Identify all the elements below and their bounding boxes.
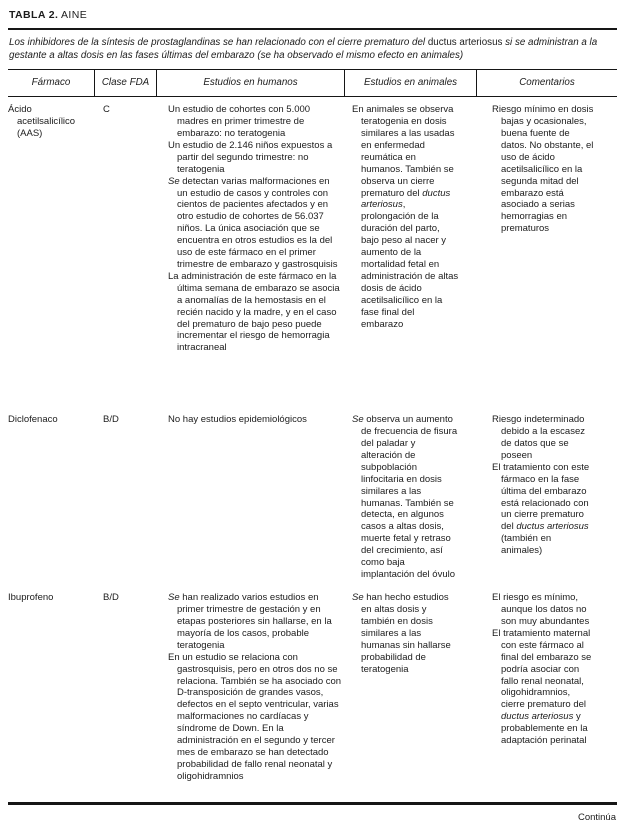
cell-estudios-humanos	[157, 592, 345, 798]
cell-comentarios	[477, 414, 617, 585]
cell-clase-fda	[95, 414, 157, 585]
column-header-clase-fda: Clase FDA	[95, 70, 157, 96]
column-header-comentarios: Comentarios	[519, 77, 575, 89]
cell-clase-fda	[95, 592, 157, 798]
cell-farmaco	[8, 592, 95, 798]
cell-estudios-humanos	[157, 104, 345, 407]
cell-estudios-animales	[345, 592, 477, 798]
paragraph: Riesgo mínimo en dosis bajas y ocasionales, buena fuente de datos. No obstante, el uso de ácido acetilsalicílico en la segunda mitad del embarazo está asociado a serias hemorragias en prematuros	[492, 104, 594, 235]
paragraph: El riesgo es mínimo, aunque los datos no son muy abundantes	[492, 592, 590, 627]
fda-class: B/D	[103, 592, 119, 604]
drug-name: Ibuprofeno	[8, 592, 54, 604]
paragraph: Riesgo indeterminado debido a la escasez de datos que se poseen	[492, 414, 585, 461]
paragraph: Se detectan varias malformaciones en un estudio de casos y controles con cientos de pacientes afectados y en otro estudio de cohortes de 56.037 niños. La única asociación que se encuentra en otros estudios es la del uso de este fármaco en el primer trimestre de embarazo y gastrosquisis	[168, 175, 338, 270]
paragraph: No hay estudios epidemiológicos	[168, 414, 307, 426]
cell-clase-fda	[95, 104, 157, 407]
paragraph: Se han realizado varios estudios en primer trimestre de gestación y en etapas posteriores sin hallarse, en la mayoría de los casos, probable teratogenia	[168, 592, 332, 651]
column-header-farmaco: Fármaco	[8, 70, 95, 96]
table-row	[8, 407, 617, 585]
table-caption: Los inhibidores de la síntesis de prostaglandinas se han relacionado con el cierre prematuro del ductus arteriosus si se administran a la gestante a altas dosis en las fases últimas del embarazo (se ha observado el mismo efecto en animales)	[9, 37, 598, 61]
paragraph: Un estudio de 2.146 niños expuestos a partir del segundo trimestre: no teratogenia	[168, 139, 333, 175]
fda-class: C	[103, 104, 110, 116]
paragraph: En un estudio se relaciona con gastrosquisis, pero en otros dos no se relaciona. También se ha asociado con D-transposición de grandes vasos, defectos en el septo ventricular, varias malformaciones no cardíacas y síndrome de Down. En la administración en el segundo y tercer mes de embarazo se han detectado probabilidad de fallo renal neonatal y oligohidramnios	[168, 651, 342, 782]
column-header-estudios-animales: Estudios en animales	[345, 70, 477, 96]
drug-name: Ácido acetilsalicílico (AAS)	[8, 104, 76, 139]
paragraph: La administración de este fármaco en la última semana de embarazo se asocia a anomalías de la hemostasis en el recién nacido y la madre, y en el caso del prematuro de bajo peso puede incrementar el riesgo de hemorragia intracraneal	[168, 270, 340, 354]
cell-comentarios	[477, 104, 617, 407]
fda-class: B/D	[103, 414, 119, 426]
cell-estudios-animales	[345, 414, 477, 585]
table-row	[8, 585, 617, 798]
paragraph: En animales se observa teratogenia en dosis similares a las usadas en enfermedad reumática en humanos. También se observa un cierre prematuro del ductus arteriosus, prolongación de la duración del parto, bajo peso al nacer y aumento de la mortalidad fetal en administración de altas dosis de ácido acetilsalicílico en la fase final del embarazo	[352, 104, 459, 330]
drug-name: Diclofenaco	[8, 414, 58, 426]
table-header-row	[8, 69, 617, 97]
cell-estudios-humanos	[157, 414, 345, 585]
table-number: TABLA 2.	[9, 9, 59, 21]
continuation-note: Continúa	[577, 812, 616, 823]
table-row	[8, 97, 617, 407]
cell-farmaco	[8, 104, 95, 407]
paragraph: El tratamiento maternal con este fármaco al final del embarazo se podría asociar con fallo renal neonatal, oligohidramnios, cierre prematuro del ductus arteriosus y probablemente en la adaptación perinatal	[492, 627, 592, 747]
paragraph: Se han hecho estudios en altas dosis y también en dosis similares a las humanas sin hallarse probabilidad de teratogenia	[352, 592, 451, 675]
column-header-estudios-humanos: Estudios en humanos	[157, 70, 345, 96]
cell-estudios-animales	[345, 104, 477, 407]
cell-comentarios	[477, 592, 617, 798]
table-name: AINE	[61, 9, 88, 21]
paragraph: El tratamiento con este fármaco en la fase última del embarazo está relacionado con un cierre prematuro del ductus arteriosus (también en animales)	[492, 461, 590, 557]
cell-farmaco	[8, 414, 95, 585]
paragraph: Un estudio de cohortes con 5.000 madres en primer trimestre de embarazo: no teratogenia	[168, 104, 311, 139]
paragraph: Se observa un aumento de frecuencia de fisura del paladar y alteración de subpoblación linfocitaria en dosis similares a las humanas. También se detecta, en algunos casos a altas dosis, muerte fetal y retraso del crecimiento, así como baja implantación del óvulo	[352, 414, 458, 580]
page-title	[8, 6, 617, 28]
